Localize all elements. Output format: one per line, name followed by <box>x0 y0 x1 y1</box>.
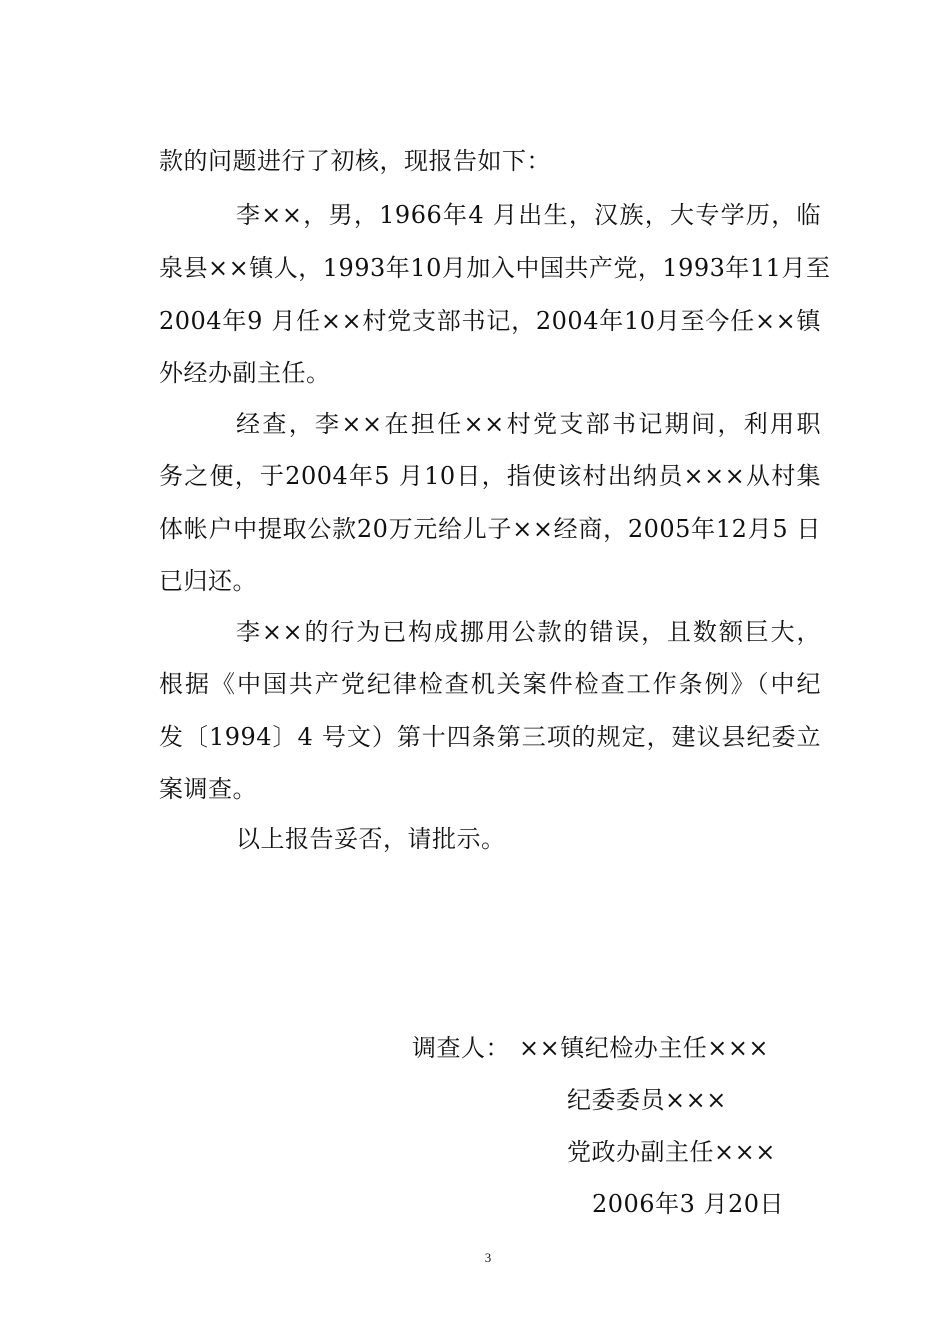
body-line-12: 发〔1994〕4 号文）第十四条第三项的规定，建议县纪委立 <box>159 723 821 751</box>
signature-investigator-2: 纪委委员××× <box>567 1086 727 1114</box>
page-number: 3 <box>484 1250 492 1265</box>
body-line-7: 务之便，于2004年5 月10日，指使该村出纳员×××从村集 <box>159 462 821 490</box>
body-line-14: 以上报告妥否，请批示。 <box>236 825 506 853</box>
body-line-4: 2004年9 月任××村党支部书记，2004年10月至今任××镇 <box>159 307 821 335</box>
signature-date: 2006年3 月20日 <box>592 1190 785 1218</box>
body-line-6: 经查，李××在担任××村党支部书记期间，利用职 <box>236 410 821 438</box>
signature-investigator-1: ××镇纪检办主任××× <box>519 1034 770 1062</box>
signature-investigator-3: 党政办副主任××× <box>567 1138 776 1166</box>
body-line-11: 根据《中国共产党纪律检查机关案件检查工作条例》（中纪 <box>159 670 821 698</box>
body-line-9: 已归还。 <box>159 567 257 595</box>
body-line-5: 外经办副主任。 <box>159 359 331 387</box>
body-line-8: 体帐户中提取公款20万元给儿子××经商，2005年12月5 日 <box>159 515 821 543</box>
signature-label: 调查人： <box>412 1034 510 1062</box>
body-line-2: 李××，男，1966年4 月出生，汉族，大专学历，临 <box>236 201 821 229</box>
body-line-13: 案调查。 <box>159 775 257 803</box>
body-line-10: 李××的行为已构成挪用公款的错误，且数额巨大， <box>236 618 821 646</box>
body-line-3: 泉县××镇人，1993年10月加入中国共产党，1993年11月至 <box>159 254 831 282</box>
body-line-1: 款的问题进行了初核，现报告如下： <box>159 147 551 175</box>
